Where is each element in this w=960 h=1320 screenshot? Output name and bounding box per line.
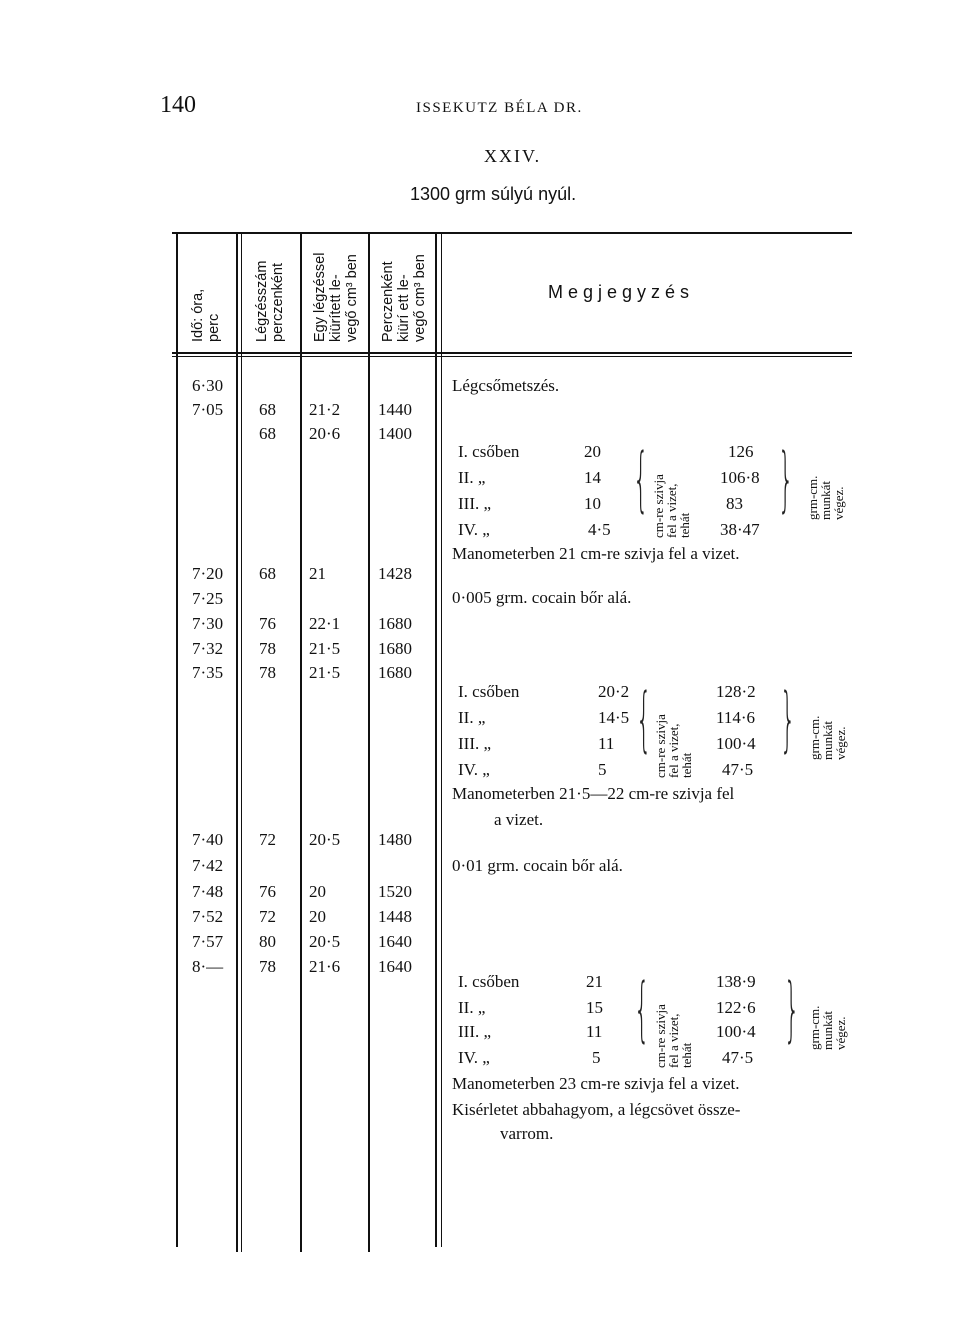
- table-top-rule: [172, 232, 852, 234]
- header-breaths: Légzésszám perczenként: [254, 260, 286, 342]
- col-line-1b: [241, 232, 242, 1252]
- header-per-breath: Egy légzéssel kiürített le- vegő cm³ ben: [312, 252, 360, 342]
- manometer-1: Manometerben 21 cm-re szivja fel a vizet.: [452, 544, 740, 563]
- end-label: grm-cm. munkát végez.: [807, 1005, 848, 1050]
- mid-label: cm-re szivja fel a vizet, tehát: [653, 1004, 694, 1068]
- col-line-0: [176, 232, 178, 1247]
- end-label: grm-cm. munkát végez.: [805, 475, 846, 520]
- header-rule: [172, 352, 852, 354]
- brace-left: {: [636, 678, 652, 760]
- end-label: grm-cm. munkát végez.: [807, 715, 848, 760]
- col-line-4b: [441, 232, 442, 1247]
- brace-right: }: [778, 438, 794, 520]
- mid-label: cm-re szivja fel a vizet, tehát: [651, 474, 692, 538]
- page-subtitle: 1300 grm súlyú nyúl.: [410, 184, 577, 204]
- running-head: ISSEKUTZ BÉLA DR.: [416, 100, 583, 116]
- header-remarks: M e g j e g y z é s: [548, 282, 690, 302]
- header-time: Idő: óra, perc: [190, 288, 222, 342]
- brace-left: {: [634, 968, 650, 1050]
- cocain-dose-1: 0·005 grm. cocain bőr alá.: [452, 588, 632, 607]
- mid-label: cm-re szivja fel a vizet, tehát: [653, 714, 694, 778]
- remark-intro: Légcsőmetszés.: [452, 376, 560, 395]
- brace-right: }: [784, 968, 800, 1050]
- closing-note-cont: varrom.: [500, 1124, 554, 1143]
- col-line-2: [300, 232, 302, 1252]
- brace-left: {: [633, 438, 649, 520]
- table-number: XXIV.: [484, 146, 542, 166]
- col-line-4: [435, 232, 437, 1247]
- header-rule-2: [172, 356, 852, 357]
- brace-right: }: [780, 678, 796, 760]
- col-line-3: [368, 232, 370, 1252]
- manometer-2-cont: a vizet.: [494, 810, 544, 829]
- manometer-2: Manometerben 21·5—22 cm-re szivja fel: [452, 784, 735, 803]
- manometer-3: Manometerben 23 cm-re szivja fel a vizet.: [452, 1074, 740, 1093]
- cocain-dose-2: 0·01 grm. cocain bőr alá.: [452, 856, 623, 875]
- col-line-1: [236, 232, 238, 1252]
- page-number: 140: [160, 92, 196, 118]
- header-per-minute: Perczenként kiürí ett le- vegő cm³ ben: [380, 254, 428, 342]
- closing-note: Kisérletet abbahagyom, a légcsövet össze-: [452, 1100, 741, 1119]
